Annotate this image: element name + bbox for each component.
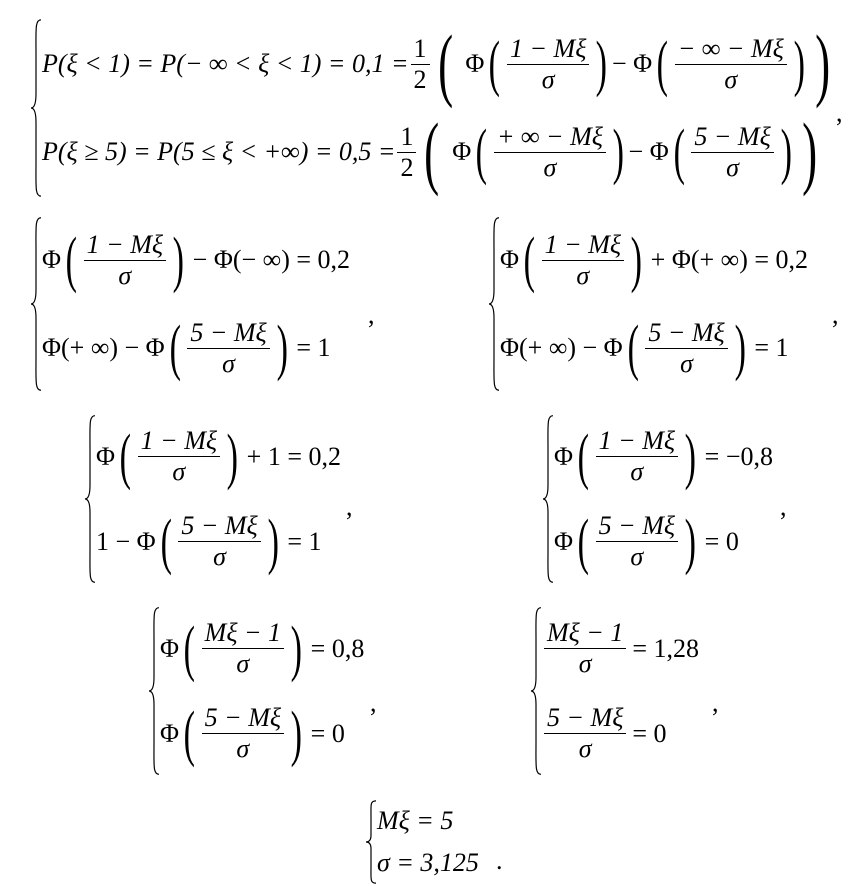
left-paren: (	[475, 118, 488, 186]
phi-symbol: Φ	[458, 49, 485, 78]
system-3-lines	[500, 216, 808, 392]
system-4-lines	[96, 414, 341, 584]
left-paren: (	[577, 507, 590, 576]
fraction-numerator: 1 − Mξ	[596, 426, 678, 457]
equation-rest: = 1	[754, 333, 789, 362]
fraction	[544, 618, 626, 679]
fraction-denominator: σ	[630, 457, 644, 486]
left-brace	[84, 414, 96, 584]
fraction	[202, 618, 284, 679]
equation-line	[96, 499, 341, 584]
right-paren: )	[612, 118, 624, 186]
equation-rest: = 1,28	[632, 633, 700, 663]
fraction-denominator: σ	[236, 734, 250, 763]
left-paren: (	[119, 422, 132, 491]
left-brace	[30, 18, 42, 198]
fraction-numerator: 5 − Mξ	[187, 318, 269, 349]
left-paren: (	[160, 507, 172, 576]
left-paren: (	[577, 422, 590, 491]
equation-rest: = 1	[287, 526, 322, 556]
equation-lhs: P(ξ ≥ 5) = P(5 ≤ ξ < +∞) = 0,5 =	[42, 137, 396, 166]
trailing-comma: ,	[712, 688, 719, 717]
equation-prefix: Φ	[160, 718, 180, 748]
left-brace	[542, 414, 554, 584]
fraction-denominator: σ	[118, 260, 132, 290]
system-5	[542, 414, 773, 584]
equation-rest: − Φ(− ∞) = 0,2	[192, 245, 351, 274]
phi-symbol: Φ	[445, 137, 472, 166]
right-paren: )	[734, 314, 746, 382]
fraction	[178, 511, 260, 572]
left-paren: (	[183, 699, 196, 768]
system-2	[30, 216, 350, 392]
right-paren: )	[276, 314, 288, 382]
system-1-lines	[42, 20, 837, 196]
equation-line	[542, 606, 699, 691]
fraction: $\frac{5 - M\xi}{\sigma}$	[691, 122, 773, 183]
right-paren: )	[226, 422, 239, 491]
system-2-lines	[42, 216, 350, 392]
right-paren: )	[290, 614, 303, 683]
system-1	[30, 18, 837, 198]
right-paren: )	[780, 118, 792, 186]
fraction	[596, 511, 678, 572]
fraction-numerator: 5 − Mξ	[645, 318, 727, 349]
fraction-denominator: σ	[578, 649, 592, 678]
equation-line: Mξ = 5	[377, 806, 454, 835]
fraction-numerator: Mξ − 1	[544, 618, 626, 649]
trailing-comma: ,	[832, 300, 839, 329]
equation-rest: = 1	[296, 333, 331, 362]
system-6-lines	[160, 606, 364, 776]
fraction-numerator: 5 − Mξ	[596, 511, 678, 542]
right-paren: )	[267, 507, 279, 576]
right-paren: )	[172, 226, 185, 294]
fraction-numerator: 5 − Mξ	[178, 511, 260, 542]
fraction: $\frac{+ \infty - M\xi}{\sigma}$	[494, 122, 606, 183]
right-paren: )	[793, 30, 805, 98]
left-paren: (	[437, 18, 453, 109]
trailing-comma: ,	[370, 688, 377, 717]
fraction	[187, 318, 269, 379]
equation-line	[42, 304, 350, 392]
equation-line	[42, 20, 837, 108]
equation-prefix: Φ	[42, 245, 62, 274]
fraction-denominator: σ	[172, 457, 186, 486]
fraction-denominator: σ	[236, 649, 250, 678]
equation-line	[542, 691, 699, 776]
fraction	[138, 426, 220, 487]
equation-rest: = 0	[704, 526, 739, 556]
fraction-numerator: 1 − Mξ	[84, 230, 166, 261]
operator: −	[628, 137, 644, 166]
fraction-numerator: 1 − Mξ	[542, 230, 624, 261]
phi-symbol: Φ	[643, 137, 669, 166]
equation-line	[554, 499, 773, 584]
fraction	[645, 318, 727, 379]
right-paren: )	[595, 30, 608, 98]
right-paren: )	[815, 18, 831, 109]
system-4	[84, 414, 341, 584]
left-paren: (	[673, 118, 685, 186]
equation-rest: + Φ(+ ∞) = 0,2	[650, 245, 809, 274]
right-paren: )	[802, 106, 818, 197]
left-paren: (	[627, 314, 639, 382]
equation-rest: = −0,8	[704, 441, 773, 471]
system-6	[148, 606, 364, 776]
left-paren: (	[656, 30, 669, 98]
system-7	[530, 606, 699, 776]
equation-rest: + 1 = 0,2	[246, 441, 341, 471]
equation-prefix: 1 − Φ	[96, 526, 156, 556]
fraction	[84, 230, 166, 291]
equation-rest: = 0	[632, 718, 667, 748]
equation-lhs: P(ξ < 1) = P(− ∞ < ξ < 1) = 0,1 =	[42, 49, 409, 78]
right-paren: )	[684, 422, 697, 491]
left-paren: (	[65, 226, 78, 294]
equation-line	[500, 216, 808, 304]
equation-line	[160, 606, 364, 691]
right-paren: )	[630, 226, 643, 294]
fraction-denominator: σ	[578, 734, 592, 763]
left-paren: (	[183, 614, 196, 683]
phi-symbol: Φ	[626, 49, 653, 78]
fraction-denominator: σ	[630, 542, 644, 571]
fraction-denominator: σ	[213, 542, 226, 571]
equation-line	[160, 691, 364, 776]
fraction-numerator: Mξ − 1	[202, 618, 284, 649]
system-3	[488, 216, 808, 392]
left-paren: (	[169, 314, 181, 382]
fraction: $\frac{1}{2}$	[411, 34, 430, 95]
equation-line	[96, 414, 341, 499]
trailing-comma: ,	[780, 492, 787, 521]
fraction	[596, 426, 678, 487]
equation-prefix: Φ	[554, 526, 574, 556]
equation-prefix: Φ	[500, 245, 520, 274]
system-5-lines	[554, 414, 773, 584]
fraction-numerator: 1 − Mξ	[138, 426, 220, 457]
left-brace	[488, 216, 500, 392]
equation-prefix: Φ	[554, 441, 574, 471]
fraction: $\frac{- \infty - M\xi}{\sigma}$	[675, 34, 787, 95]
equation-line	[500, 304, 808, 392]
left-brace	[30, 216, 42, 392]
fraction: $\frac{1}{2}$	[397, 122, 416, 183]
trailing-comma: ,	[368, 300, 375, 329]
fraction	[202, 703, 284, 764]
left-brace	[365, 800, 377, 884]
fraction	[544, 703, 626, 764]
left-brace	[148, 606, 160, 776]
fraction	[542, 230, 624, 291]
right-paren: )	[290, 699, 303, 768]
fraction: $\frac{1 - M\xi}{\sigma}$	[507, 34, 589, 95]
system-8	[365, 800, 479, 884]
equation-prefix: Φ	[96, 441, 116, 471]
left-paren: (	[424, 106, 440, 197]
equation-line	[42, 216, 350, 304]
operator: −	[612, 49, 627, 78]
system-8-lines	[377, 800, 479, 884]
trailing-comma: ,	[836, 98, 843, 127]
left-paren: (	[523, 226, 536, 294]
equation-prefix: Φ(+ ∞) − Φ	[42, 333, 165, 362]
equation-prefix: Φ	[160, 633, 180, 663]
system-7-lines	[542, 606, 699, 776]
equation-line	[42, 108, 837, 196]
fraction-numerator: 5 − Mξ	[544, 703, 626, 734]
equation-prefix: Φ(+ ∞) − Φ	[500, 333, 623, 362]
equation-line: σ = 3,125	[377, 848, 479, 877]
trailing-comma: ,	[346, 492, 353, 521]
fraction-denominator: σ	[680, 348, 693, 378]
equation-rest: = 0	[310, 718, 345, 748]
left-brace	[530, 606, 542, 776]
equation-rest: = 0,8	[310, 633, 365, 663]
left-paren: (	[488, 30, 501, 98]
equation-line	[554, 414, 773, 499]
fraction-denominator: σ	[222, 348, 235, 378]
trailing-period: .	[496, 846, 503, 875]
fraction-numerator: 5 − Mξ	[202, 703, 284, 734]
fraction-denominator: σ	[576, 260, 590, 290]
right-paren: )	[684, 507, 697, 576]
